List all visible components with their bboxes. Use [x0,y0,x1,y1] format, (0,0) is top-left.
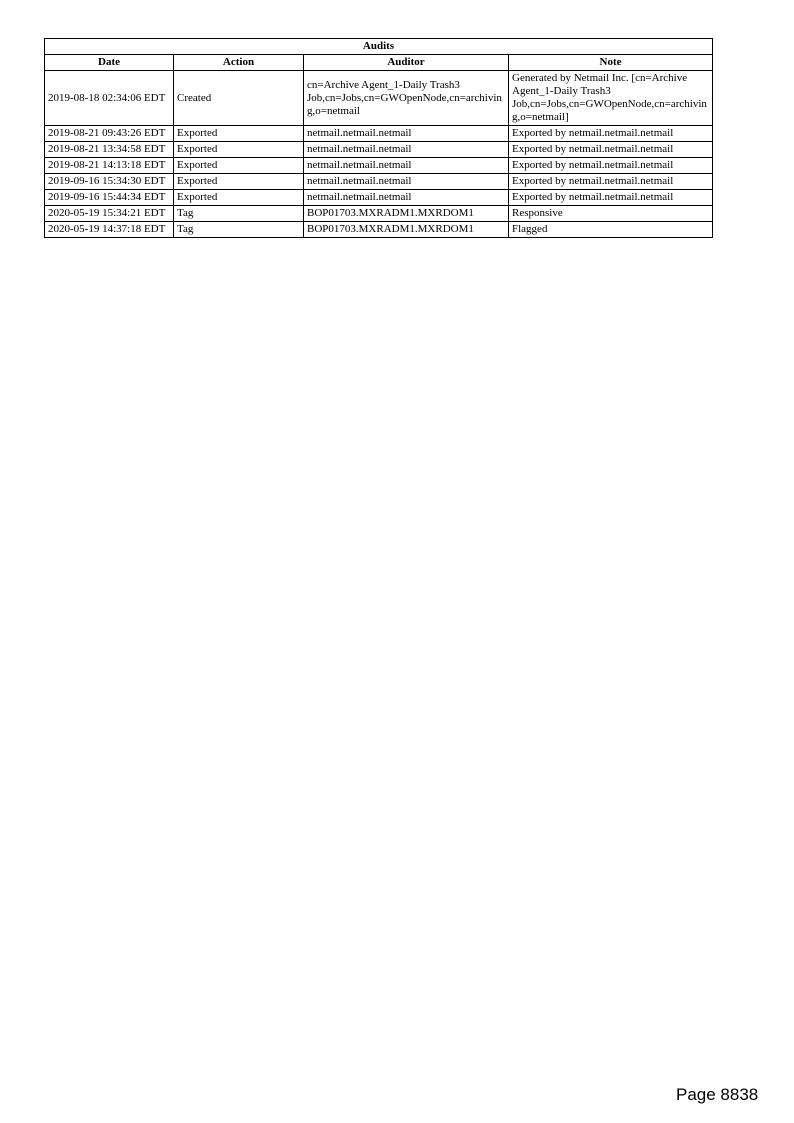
cell-auditor: netmail.netmail.netmail [304,142,509,158]
page-number: Page 8838 [676,1085,759,1104]
cell-note: Exported by netmail.netmail.netmail [509,142,713,158]
table-row [45,222,713,238]
cell-date: 2019-08-18 02:34:06 EDT [45,71,174,126]
cell-note: Generated by Netmail Inc. [cn=Archive Agent_1-Daily Trash3 Job,cn=Jobs,cn=GWOpenNode,cn=archiving,o=netmail] [509,71,713,126]
cell-auditor: netmail.netmail.netmail [304,174,509,190]
cell-auditor: netmail.netmail.netmail [304,126,509,142]
cell-action: Tag [174,206,304,222]
cell-date: 2020-05-19 15:34:21 EDT [45,206,174,222]
table-row [45,190,713,206]
cell-auditor: BOP01703.MXRADM1.MXRDOM1 [304,206,509,222]
cell-note: Exported by netmail.netmail.netmail [509,126,713,142]
cell-note: Flagged [509,222,713,238]
column-header-note: Note [509,55,713,71]
cell-action: Exported [174,126,304,142]
cell-date: 2019-09-16 15:34:30 EDT [45,174,174,190]
cell-auditor: netmail.netmail.netmail [304,190,509,206]
table-row [45,158,713,174]
table-row [45,126,713,142]
cell-action: Exported [174,174,304,190]
table-row [45,206,713,222]
cell-date: 2019-08-21 09:43:26 EDT [45,126,174,142]
column-header-date: Date [45,55,174,71]
cell-note: Exported by netmail.netmail.netmail [509,174,713,190]
table-title-row [45,39,713,55]
column-header-auditor: Auditor [304,55,509,71]
cell-note: Exported by netmail.netmail.netmail [509,190,713,206]
cell-date: 2019-08-21 13:34:58 EDT [45,142,174,158]
cell-auditor: netmail.netmail.netmail [304,158,509,174]
table-row [45,174,713,190]
cell-date: 2020-05-19 14:37:18 EDT [45,222,174,238]
table-header-row [45,55,713,71]
cell-date: 2019-08-21 14:13:18 EDT [45,158,174,174]
table-title: Audits [45,39,713,55]
column-header-action: Action [174,55,304,71]
cell-action: Exported [174,142,304,158]
cell-action: Tag [174,222,304,238]
table-row [45,71,713,126]
cell-action: Exported [174,158,304,174]
audits-table [44,38,713,238]
cell-auditor: BOP01703.MXRADM1.MXRDOM1 [304,222,509,238]
cell-auditor: cn=Archive Agent_1-Daily Trash3 Job,cn=Jobs,cn=GWOpenNode,cn=archiving,o=netmail [304,71,509,126]
cell-note: Exported by netmail.netmail.netmail [509,158,713,174]
cell-date: 2019-09-16 15:44:34 EDT [45,190,174,206]
cell-action: Exported [174,190,304,206]
table-row [45,142,713,158]
cell-note: Responsive [509,206,713,222]
cell-action: Created [174,71,304,126]
